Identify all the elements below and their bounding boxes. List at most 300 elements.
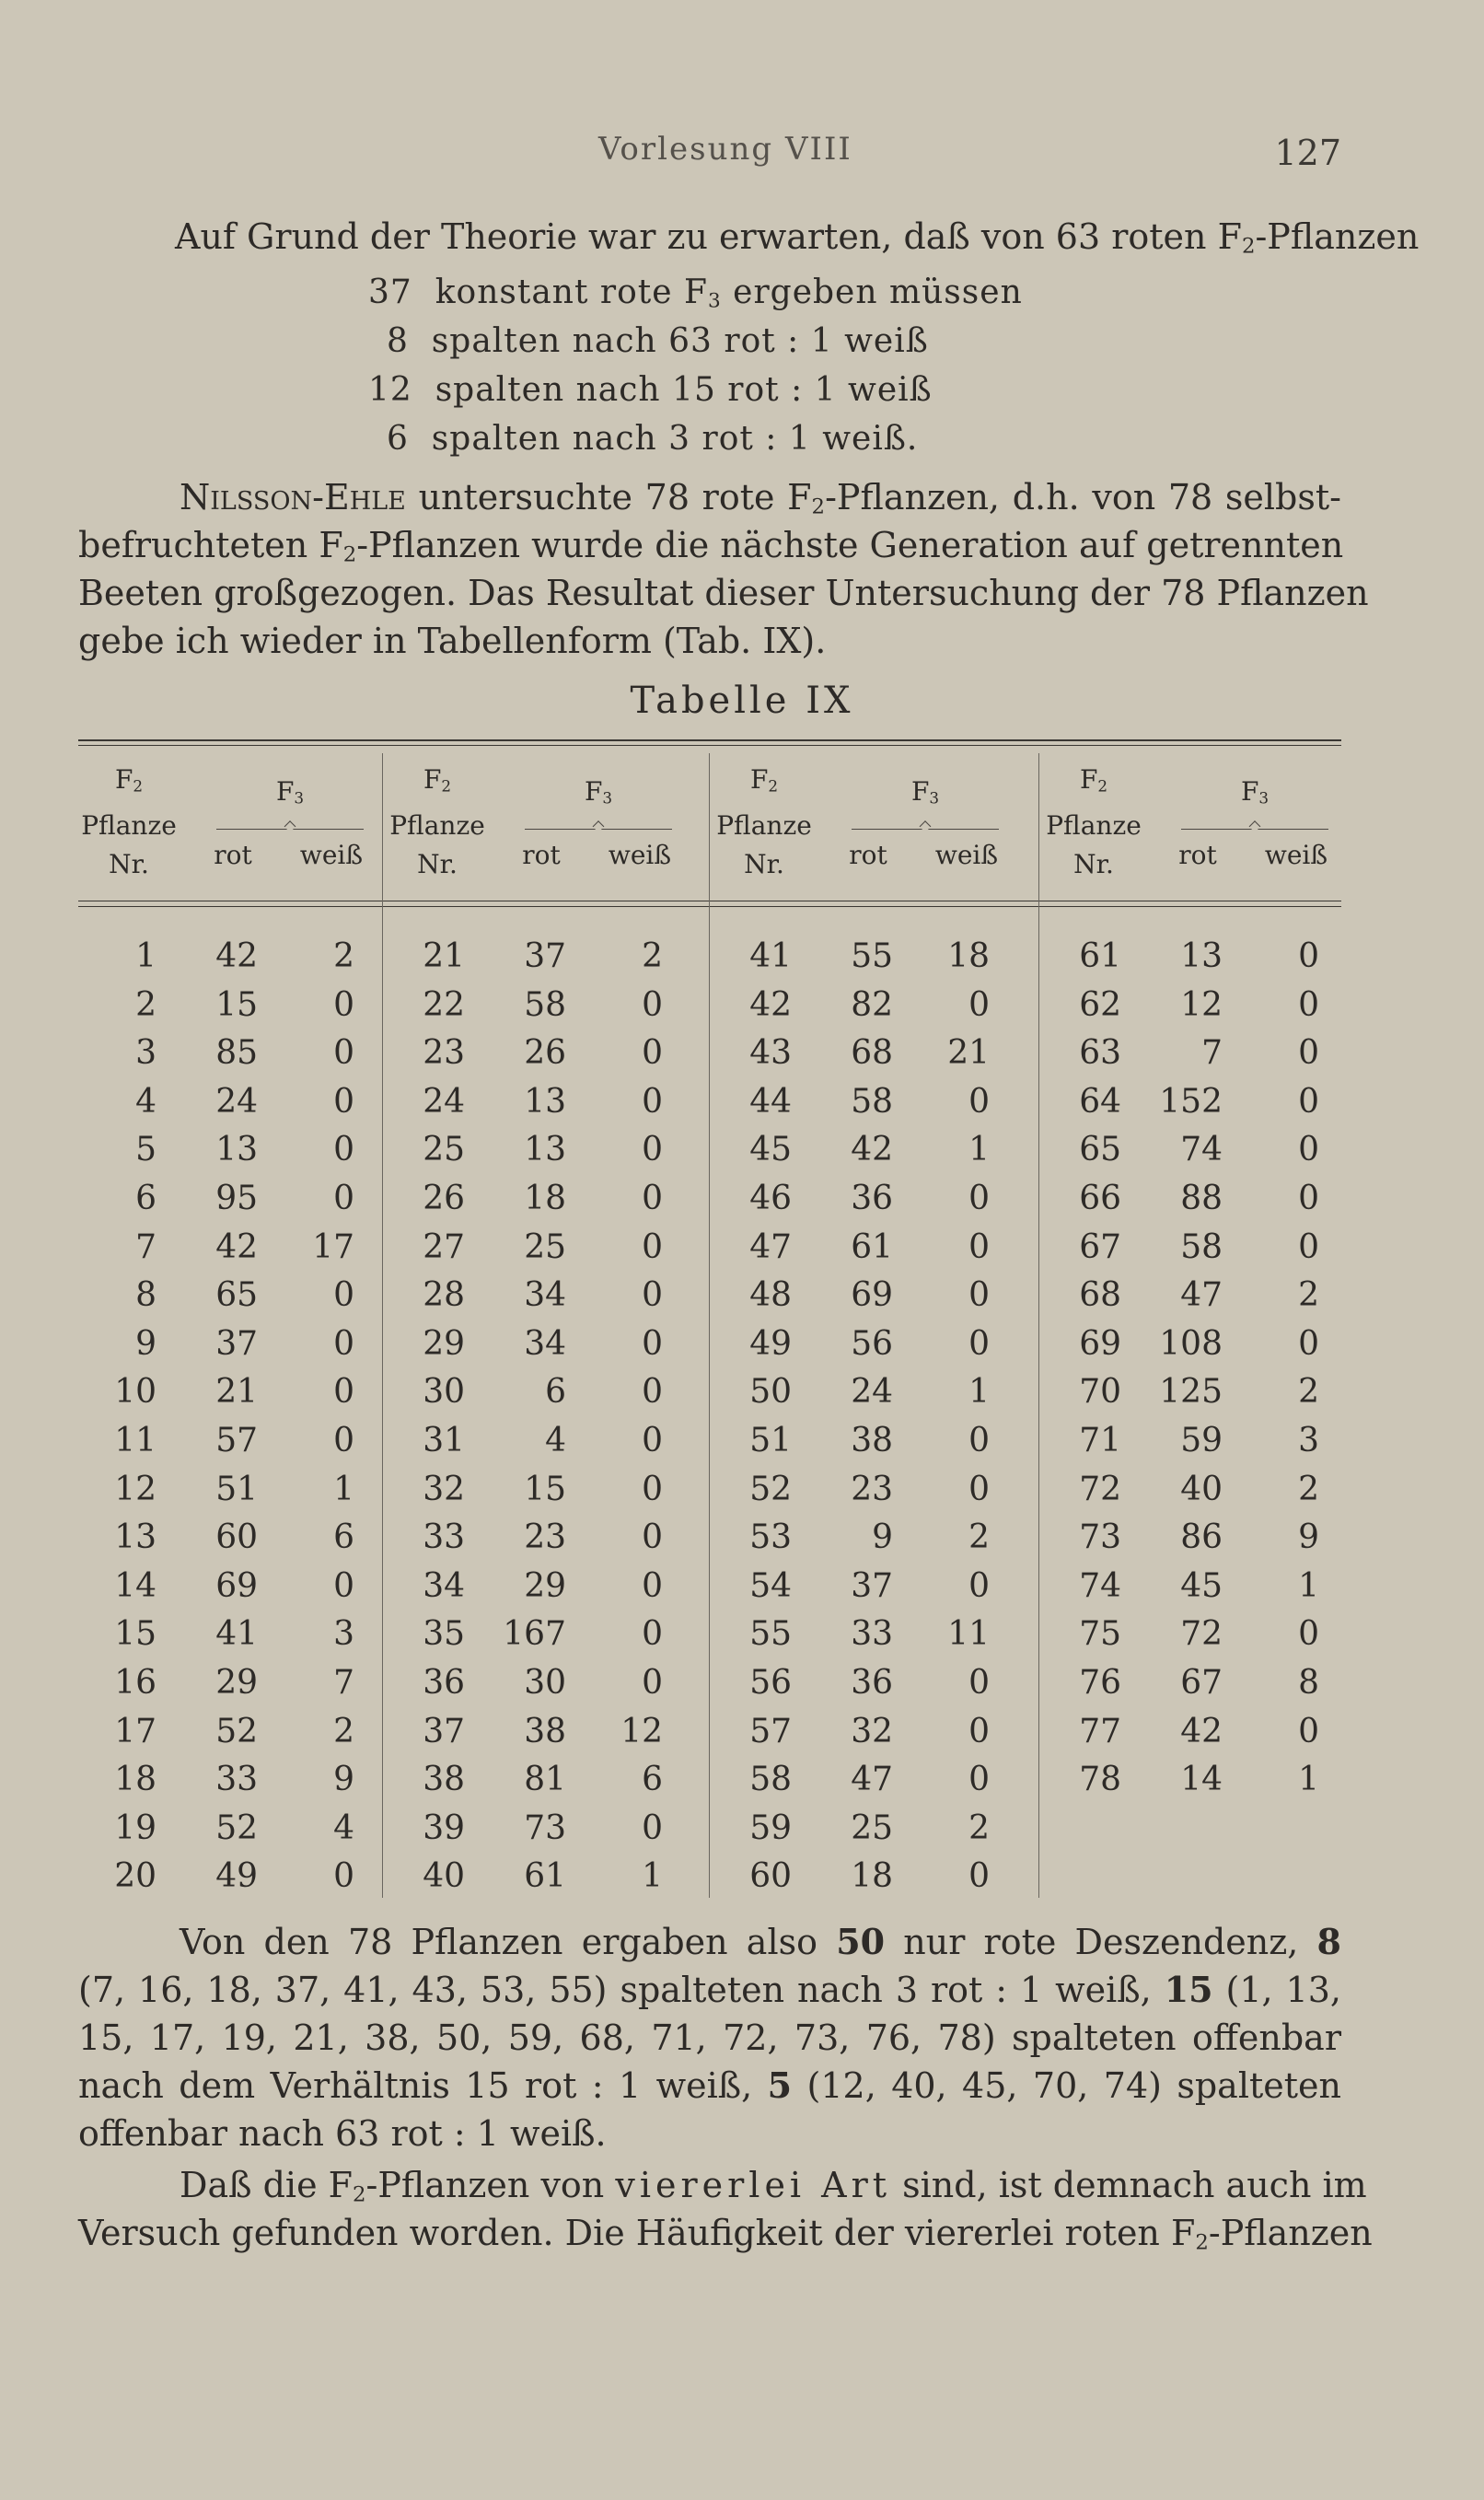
cell-plant-number: 56 <box>749 1664 792 1702</box>
cell-plant-number: 17 <box>114 1713 157 1750</box>
cell-plant-number: 20 <box>114 1857 157 1895</box>
header-f2-letter: F <box>749 764 769 795</box>
cell-rot: 29 <box>524 1567 566 1605</box>
cell-rot: 56 <box>851 1325 893 1363</box>
expectation-line-1: 37 konstant rote $F_3$ ergeben müssen <box>368 273 1023 313</box>
cell-plant-number: 59 <box>749 1809 792 1847</box>
header-weiss: weiß <box>934 840 999 870</box>
cell-plant-number: 42 <box>749 986 792 1024</box>
cell-plant-number: 34 <box>423 1567 465 1605</box>
cell-rot: 82 <box>851 986 893 1024</box>
cell-rot: 58 <box>1180 1228 1223 1266</box>
cell-weiss: 0 <box>1298 1615 1319 1653</box>
para2-line-3: 15, 17, 19, 21, 38, 50, 59, 68, 71, 72, 73, 76, 78) spalteten offenbar <box>78 2017 1341 2058</box>
cell-rot: 47 <box>1180 1276 1223 1314</box>
header-pflanze: Pflanze <box>81 810 177 841</box>
cell-rot: 33 <box>215 1761 258 1798</box>
table-header-rule-2 <box>78 906 1341 907</box>
header-f2-letter: F <box>1079 764 1098 795</box>
cell-rot: 81 <box>524 1761 566 1798</box>
cell-weiss: 0 <box>968 1567 990 1605</box>
cell-rot: 15 <box>215 986 258 1024</box>
cell-plant-number: 37 <box>423 1713 465 1750</box>
cell-plant-number: 9 <box>135 1325 157 1363</box>
cell-plant-number: 60 <box>749 1857 792 1895</box>
para1-line-2: befruchteten $F_2$-Pflanzen wurde die nächste Generation auf getrennten <box>78 525 1344 567</box>
para1-line-1: Nilsson-Ehle untersuchte 78 rote $F_2$-Pflanzen, d.h. von 78 selbst- <box>180 477 1341 519</box>
cell-weiss: 0 <box>968 1422 990 1459</box>
header-pflanze: Pflanze <box>1046 810 1142 841</box>
header-weiss: weiß <box>608 840 672 870</box>
header-f3-letter: F <box>910 776 930 807</box>
cell-rot: 58 <box>851 1083 893 1121</box>
header-brace <box>525 816 672 830</box>
cell-rot: 26 <box>524 1034 566 1072</box>
header-weiss: weiß <box>1264 840 1328 870</box>
cell-weiss: 1 <box>333 1471 354 1508</box>
table-top-rule-thin <box>78 745 1341 746</box>
cell-plant-number: 13 <box>114 1518 157 1556</box>
cell-plant-number: 16 <box>114 1664 157 1702</box>
header-f3-subscript: 3 <box>602 788 613 808</box>
header-nr: Nr. <box>109 849 149 879</box>
cell-weiss: 0 <box>642 986 663 1024</box>
cell-rot: 25 <box>851 1809 893 1847</box>
cell-weiss: 0 <box>968 1713 990 1750</box>
cell-rot: 32 <box>851 1713 893 1750</box>
cell-plant-number: 46 <box>749 1180 792 1217</box>
cell-plant-number: 72 <box>1079 1471 1121 1508</box>
cell-weiss: 0 <box>642 1131 663 1169</box>
cell-weiss: 17 <box>312 1228 354 1266</box>
cell-rot: 59 <box>1180 1422 1223 1459</box>
cell-weiss: 0 <box>1298 937 1319 975</box>
cell-plant-number: 21 <box>423 937 465 975</box>
header-f3-subscript: 3 <box>294 788 305 808</box>
cell-weiss: 0 <box>968 1276 990 1314</box>
para2-line-1: Von den 78 Pflanzen ergaben also 50 nur rote Deszendenz, 8 <box>180 1921 1341 1962</box>
cell-weiss: 2 <box>333 937 354 975</box>
cell-weiss: 12 <box>620 1713 663 1750</box>
cell-weiss: 4 <box>333 1809 354 1847</box>
cell-rot: 18 <box>851 1857 893 1895</box>
cell-weiss: 0 <box>968 1228 990 1266</box>
cell-rot: 25 <box>524 1228 566 1266</box>
cell-rot: 69 <box>851 1276 893 1314</box>
cell-plant-number: 78 <box>1079 1761 1121 1798</box>
cell-plant-number: 76 <box>1079 1664 1121 1702</box>
cell-weiss: 0 <box>642 1228 663 1266</box>
header-f2-subscript: 2 <box>441 776 452 796</box>
cell-weiss: 9 <box>333 1761 354 1798</box>
cell-weiss: 0 <box>968 1857 990 1895</box>
cell-weiss: 0 <box>1298 1131 1319 1169</box>
cell-weiss: 2 <box>1298 1276 1319 1314</box>
cell-plant-number: 39 <box>423 1809 465 1847</box>
cell-rot: 36 <box>851 1180 893 1217</box>
cell-rot: 42 <box>215 937 258 975</box>
cell-rot: 38 <box>851 1422 893 1459</box>
para2-line-5: offenbar nach 63 rot : 1 weiß. <box>78 2113 607 2154</box>
header-rot: rot <box>214 840 252 870</box>
cell-plant-number: 33 <box>423 1518 465 1556</box>
cell-plant-number: 54 <box>749 1567 792 1605</box>
header-weiss: weiß <box>299 840 364 870</box>
cell-weiss: 0 <box>642 1615 663 1653</box>
cell-rot: 33 <box>851 1615 893 1653</box>
cell-weiss: 2 <box>968 1518 990 1556</box>
cell-rot: 57 <box>215 1422 258 1459</box>
header-nr: Nr. <box>744 849 784 879</box>
column-separator <box>382 753 383 1898</box>
header-brace <box>216 816 364 830</box>
cell-plant-number: 77 <box>1079 1713 1121 1750</box>
cell-weiss: 0 <box>333 1083 354 1121</box>
cell-plant-number: 30 <box>423 1373 465 1411</box>
cell-weiss: 0 <box>968 986 990 1024</box>
cell-rot: 52 <box>215 1809 258 1847</box>
cell-rot: 12 <box>1180 986 1223 1024</box>
cell-weiss: 0 <box>642 1518 663 1556</box>
table-caption: Tabelle IX <box>630 680 854 722</box>
cell-plant-number: 15 <box>114 1615 157 1653</box>
cell-rot: 74 <box>1180 1131 1223 1169</box>
cell-weiss: 0 <box>642 1034 663 1072</box>
para2-line-2: (7, 16, 18, 37, 41, 43, 53, 55) spalteten nach 3 rot : 1 weiß, 15 (1, 13, <box>78 1969 1342 2010</box>
cell-weiss: 1 <box>642 1857 663 1895</box>
cell-weiss: 0 <box>1298 986 1319 1024</box>
cell-weiss: 0 <box>642 1083 663 1121</box>
cell-weiss: 0 <box>642 1664 663 1702</box>
cell-rot: 68 <box>851 1034 893 1072</box>
cell-weiss: 0 <box>1298 1034 1319 1072</box>
cell-weiss: 0 <box>642 1809 663 1847</box>
cell-plant-number: 22 <box>423 986 465 1024</box>
header-f3-letter: F <box>275 776 295 807</box>
cell-rot: 37 <box>851 1567 893 1605</box>
cell-rot: 30 <box>524 1664 566 1702</box>
cell-rot: 13 <box>1180 937 1223 975</box>
cell-rot: 95 <box>215 1180 258 1217</box>
cell-rot: 65 <box>215 1276 258 1314</box>
cell-plant-number: 55 <box>749 1615 792 1653</box>
header-f3 <box>1181 776 1328 808</box>
table-top-rule <box>78 739 1341 741</box>
cell-weiss: 3 <box>333 1615 354 1653</box>
cell-plant-number: 28 <box>423 1276 465 1314</box>
para2-line-4: nach dem Verhältnis 15 rot : 1 weiß, 5 (12, 40, 45, 70, 74) spalteten <box>78 2064 1341 2106</box>
cell-weiss: 1 <box>968 1373 990 1411</box>
cell-plant-number: 66 <box>1079 1180 1121 1217</box>
intro-lead: Auf Grund der Theorie war zu erwarten, daß von 63 roten $F_2$-Pflanzen <box>175 216 1420 259</box>
cell-weiss: 0 <box>968 1761 990 1798</box>
cell-weiss: 0 <box>333 1325 354 1363</box>
cell-rot: 67 <box>1180 1664 1223 1702</box>
header-rot: rot <box>849 840 887 870</box>
header-nr: Nr. <box>1073 849 1114 879</box>
cell-weiss: 8 <box>1298 1664 1319 1702</box>
cell-plant-number: 49 <box>749 1325 792 1363</box>
cell-weiss: 6 <box>333 1518 354 1556</box>
cell-weiss: 11 <box>947 1615 990 1653</box>
cell-rot: 37 <box>524 937 566 975</box>
cell-plant-number: 25 <box>423 1131 465 1169</box>
cell-rot: 167 <box>503 1615 566 1653</box>
cell-plant-number: 7 <box>135 1228 157 1266</box>
cell-weiss: 2 <box>1298 1471 1319 1508</box>
cell-rot: 47 <box>851 1761 893 1798</box>
cell-plant-number: 36 <box>423 1664 465 1702</box>
cell-weiss: 0 <box>968 1664 990 1702</box>
cell-plant-number: 12 <box>114 1471 157 1508</box>
cell-plant-number: 51 <box>749 1422 792 1459</box>
header-f2 <box>69 764 189 796</box>
header-f3-letter: F <box>584 776 603 807</box>
cell-plant-number: 61 <box>1079 937 1121 975</box>
cell-rot: 15 <box>524 1471 566 1508</box>
cell-plant-number: 5 <box>135 1131 157 1169</box>
cell-rot: 38 <box>524 1713 566 1750</box>
cell-weiss: 0 <box>1298 1713 1319 1750</box>
header-f2-subscript: 2 <box>133 776 144 796</box>
header-f2 <box>377 764 497 796</box>
cell-rot: 61 <box>524 1857 566 1895</box>
header-f3 <box>216 776 364 808</box>
cell-weiss: 0 <box>968 1083 990 1121</box>
cell-rot: 88 <box>1180 1180 1223 1217</box>
cell-plant-number: 2 <box>135 986 157 1024</box>
cell-plant-number: 19 <box>114 1809 157 1847</box>
cell-weiss: 0 <box>333 1276 354 1314</box>
cell-weiss: 18 <box>947 937 990 975</box>
header-f2-subscript: 2 <box>1097 776 1108 796</box>
cell-weiss: 2 <box>333 1713 354 1750</box>
cell-plant-number: 8 <box>135 1276 157 1314</box>
para1-line-3: Beeten großgezogen. Das Resultat dieser Untersuchung der 78 Pflanzen <box>78 573 1369 613</box>
cell-rot: 61 <box>851 1228 893 1266</box>
cell-weiss: 0 <box>642 1373 663 1411</box>
cell-rot: 29 <box>215 1664 258 1702</box>
expectation-line-3: 12 spalten nach 15 rot : 1 weiß <box>368 371 933 409</box>
cell-weiss: 0 <box>333 1034 354 1072</box>
cell-plant-number: 63 <box>1079 1034 1121 1072</box>
cell-rot: 36 <box>851 1664 893 1702</box>
cell-plant-number: 31 <box>423 1422 465 1459</box>
cell-plant-number: 27 <box>423 1228 465 1266</box>
cell-plant-number: 6 <box>135 1180 157 1217</box>
cell-plant-number: 62 <box>1079 986 1121 1024</box>
cell-rot: 13 <box>524 1083 566 1121</box>
cell-rot: 13 <box>524 1131 566 1169</box>
header-rot: rot <box>522 840 561 870</box>
cell-plant-number: 35 <box>423 1615 465 1653</box>
cell-weiss: 1 <box>1298 1761 1319 1798</box>
cell-plant-number: 65 <box>1079 1131 1121 1169</box>
cell-rot: 85 <box>215 1034 258 1072</box>
cell-weiss: 0 <box>333 1373 354 1411</box>
cell-plant-number: 44 <box>749 1083 792 1121</box>
cell-rot: 40 <box>1180 1471 1223 1508</box>
cell-weiss: 0 <box>333 1131 354 1169</box>
cell-plant-number: 14 <box>114 1567 157 1605</box>
cell-rot: 60 <box>215 1518 258 1556</box>
cell-weiss: 0 <box>642 1325 663 1363</box>
cell-weiss: 0 <box>1298 1083 1319 1121</box>
cell-rot: 152 <box>1159 1083 1223 1121</box>
cell-rot: 73 <box>524 1809 566 1847</box>
cell-rot: 108 <box>1159 1325 1223 1363</box>
cell-weiss: 0 <box>642 1471 663 1508</box>
cell-weiss: 0 <box>333 1180 354 1217</box>
cell-plant-number: 10 <box>114 1373 157 1411</box>
cell-rot: 86 <box>1180 1518 1223 1556</box>
header-f2-letter: F <box>114 764 133 795</box>
cell-plant-number: 29 <box>423 1325 465 1363</box>
cell-rot: 6 <box>545 1373 566 1411</box>
cell-weiss: 0 <box>333 1857 354 1895</box>
cell-rot: 34 <box>524 1276 566 1314</box>
cell-plant-number: 53 <box>749 1518 792 1556</box>
cell-rot: 58 <box>524 986 566 1024</box>
cell-weiss: 0 <box>968 1180 990 1217</box>
cell-plant-number: 67 <box>1079 1228 1121 1266</box>
cell-plant-number: 47 <box>749 1228 792 1266</box>
cell-plant-number: 24 <box>423 1083 465 1121</box>
running-head-title: Vorlesung VIII <box>598 131 852 168</box>
cell-rot: 51 <box>215 1471 258 1508</box>
cell-plant-number: 71 <box>1079 1422 1121 1459</box>
header-f3-letter: F <box>1240 776 1259 807</box>
cell-rot: 49 <box>215 1857 258 1895</box>
cell-plant-number: 57 <box>749 1713 792 1750</box>
cell-plant-number: 32 <box>423 1471 465 1508</box>
para3-line-1: Daß die $F_2$-Pflanzen von viererlei Art sind, ist demnach auch im <box>180 2165 1367 2207</box>
cell-plant-number: 3 <box>135 1034 157 1072</box>
header-brace <box>1181 816 1328 830</box>
cell-rot: 18 <box>524 1180 566 1217</box>
cell-weiss: 0 <box>642 1180 663 1217</box>
cell-plant-number: 45 <box>749 1131 792 1169</box>
header-f3-subscript: 3 <box>929 788 940 808</box>
cell-plant-number: 69 <box>1079 1325 1121 1363</box>
cell-rot: 55 <box>851 937 893 975</box>
running-head <box>0 131 1484 177</box>
cell-weiss: 3 <box>1298 1422 1319 1459</box>
cell-weiss: 2 <box>968 1809 990 1847</box>
cell-weiss: 0 <box>1298 1325 1319 1363</box>
cell-rot: 7 <box>1201 1034 1223 1072</box>
expectation-line-4: 6 spalten nach 3 rot : 1 weiß. <box>387 420 919 458</box>
cell-plant-number: 48 <box>749 1276 792 1314</box>
cell-rot: 13 <box>215 1131 258 1169</box>
column-separator <box>709 753 710 1898</box>
cell-plant-number: 68 <box>1079 1276 1121 1314</box>
cell-rot: 37 <box>215 1325 258 1363</box>
expectation-line-2: 8 spalten nach 63 rot : 1 weiß <box>387 322 929 360</box>
cell-weiss: 0 <box>968 1471 990 1508</box>
header-f3 <box>525 776 672 808</box>
cell-rot: 42 <box>1180 1713 1223 1750</box>
page-number: 127 <box>1274 133 1341 173</box>
header-rot: rot <box>1178 840 1217 870</box>
cell-plant-number: 73 <box>1079 1518 1121 1556</box>
cell-plant-number: 40 <box>423 1857 465 1895</box>
header-nr: Nr. <box>417 849 458 879</box>
cell-rot: 23 <box>851 1471 893 1508</box>
cell-weiss: 1 <box>1298 1567 1319 1605</box>
cell-rot: 41 <box>215 1615 258 1653</box>
cell-rot: 24 <box>215 1083 258 1121</box>
cell-weiss: 2 <box>642 937 663 975</box>
cell-plant-number: 11 <box>114 1422 157 1459</box>
cell-weiss: 0 <box>1298 1180 1319 1217</box>
cell-weiss: 0 <box>642 1567 663 1605</box>
cell-weiss: 0 <box>1298 1228 1319 1266</box>
cell-plant-number: 18 <box>114 1761 157 1798</box>
cell-rot: 34 <box>524 1325 566 1363</box>
cell-weiss: 0 <box>642 1422 663 1459</box>
column-separator <box>1038 753 1039 1898</box>
cell-rot: 125 <box>1159 1373 1223 1411</box>
cell-plant-number: 26 <box>423 1180 465 1217</box>
cell-weiss: 7 <box>333 1664 354 1702</box>
cell-weiss: 2 <box>1298 1373 1319 1411</box>
header-f2 <box>704 764 824 796</box>
cell-plant-number: 4 <box>135 1083 157 1121</box>
cell-weiss: 0 <box>333 1567 354 1605</box>
cell-rot: 69 <box>215 1567 258 1605</box>
cell-rot: 45 <box>1180 1567 1223 1605</box>
header-f2-subscript: 2 <box>768 776 779 796</box>
header-pflanze: Pflanze <box>389 810 485 841</box>
cell-rot: 9 <box>872 1518 893 1556</box>
cell-rot: 52 <box>215 1713 258 1750</box>
para3-line-2: Versuch gefunden worden. Die Häufigkeit der viererlei roten $F_2$-Pflanzen <box>78 2213 1373 2255</box>
cell-rot: 14 <box>1180 1761 1223 1798</box>
cell-weiss: 6 <box>642 1761 663 1798</box>
cell-rot: 24 <box>851 1373 893 1411</box>
cell-rot: 23 <box>524 1518 566 1556</box>
cell-rot: 4 <box>545 1422 566 1459</box>
cell-rot: 21 <box>215 1373 258 1411</box>
header-f2 <box>1034 764 1154 796</box>
cell-plant-number: 75 <box>1079 1615 1121 1653</box>
header-f3 <box>852 776 999 808</box>
cell-weiss: 0 <box>333 1422 354 1459</box>
cell-plant-number: 70 <box>1079 1373 1121 1411</box>
cell-weiss: 21 <box>947 1034 990 1072</box>
cell-plant-number: 43 <box>749 1034 792 1072</box>
para1-line-4: gebe ich wieder in Tabellenform (Tab. IX). <box>78 621 827 661</box>
cell-plant-number: 41 <box>749 937 792 975</box>
cell-weiss: 0 <box>333 986 354 1024</box>
header-pflanze: Pflanze <box>716 810 812 841</box>
cell-plant-number: 50 <box>749 1373 792 1411</box>
cell-weiss: 1 <box>968 1131 990 1169</box>
cell-plant-number: 74 <box>1079 1567 1121 1605</box>
cell-plant-number: 1 <box>135 937 157 975</box>
cell-plant-number: 23 <box>423 1034 465 1072</box>
cell-weiss: 0 <box>642 1276 663 1314</box>
cell-plant-number: 52 <box>749 1471 792 1508</box>
cell-rot: 42 <box>215 1228 258 1266</box>
cell-weiss: 0 <box>968 1325 990 1363</box>
header-f3-subscript: 3 <box>1258 788 1270 808</box>
cell-plant-number: 38 <box>423 1761 465 1798</box>
cell-plant-number: 64 <box>1079 1083 1121 1121</box>
header-brace <box>852 816 999 830</box>
header-f2-letter: F <box>423 764 442 795</box>
